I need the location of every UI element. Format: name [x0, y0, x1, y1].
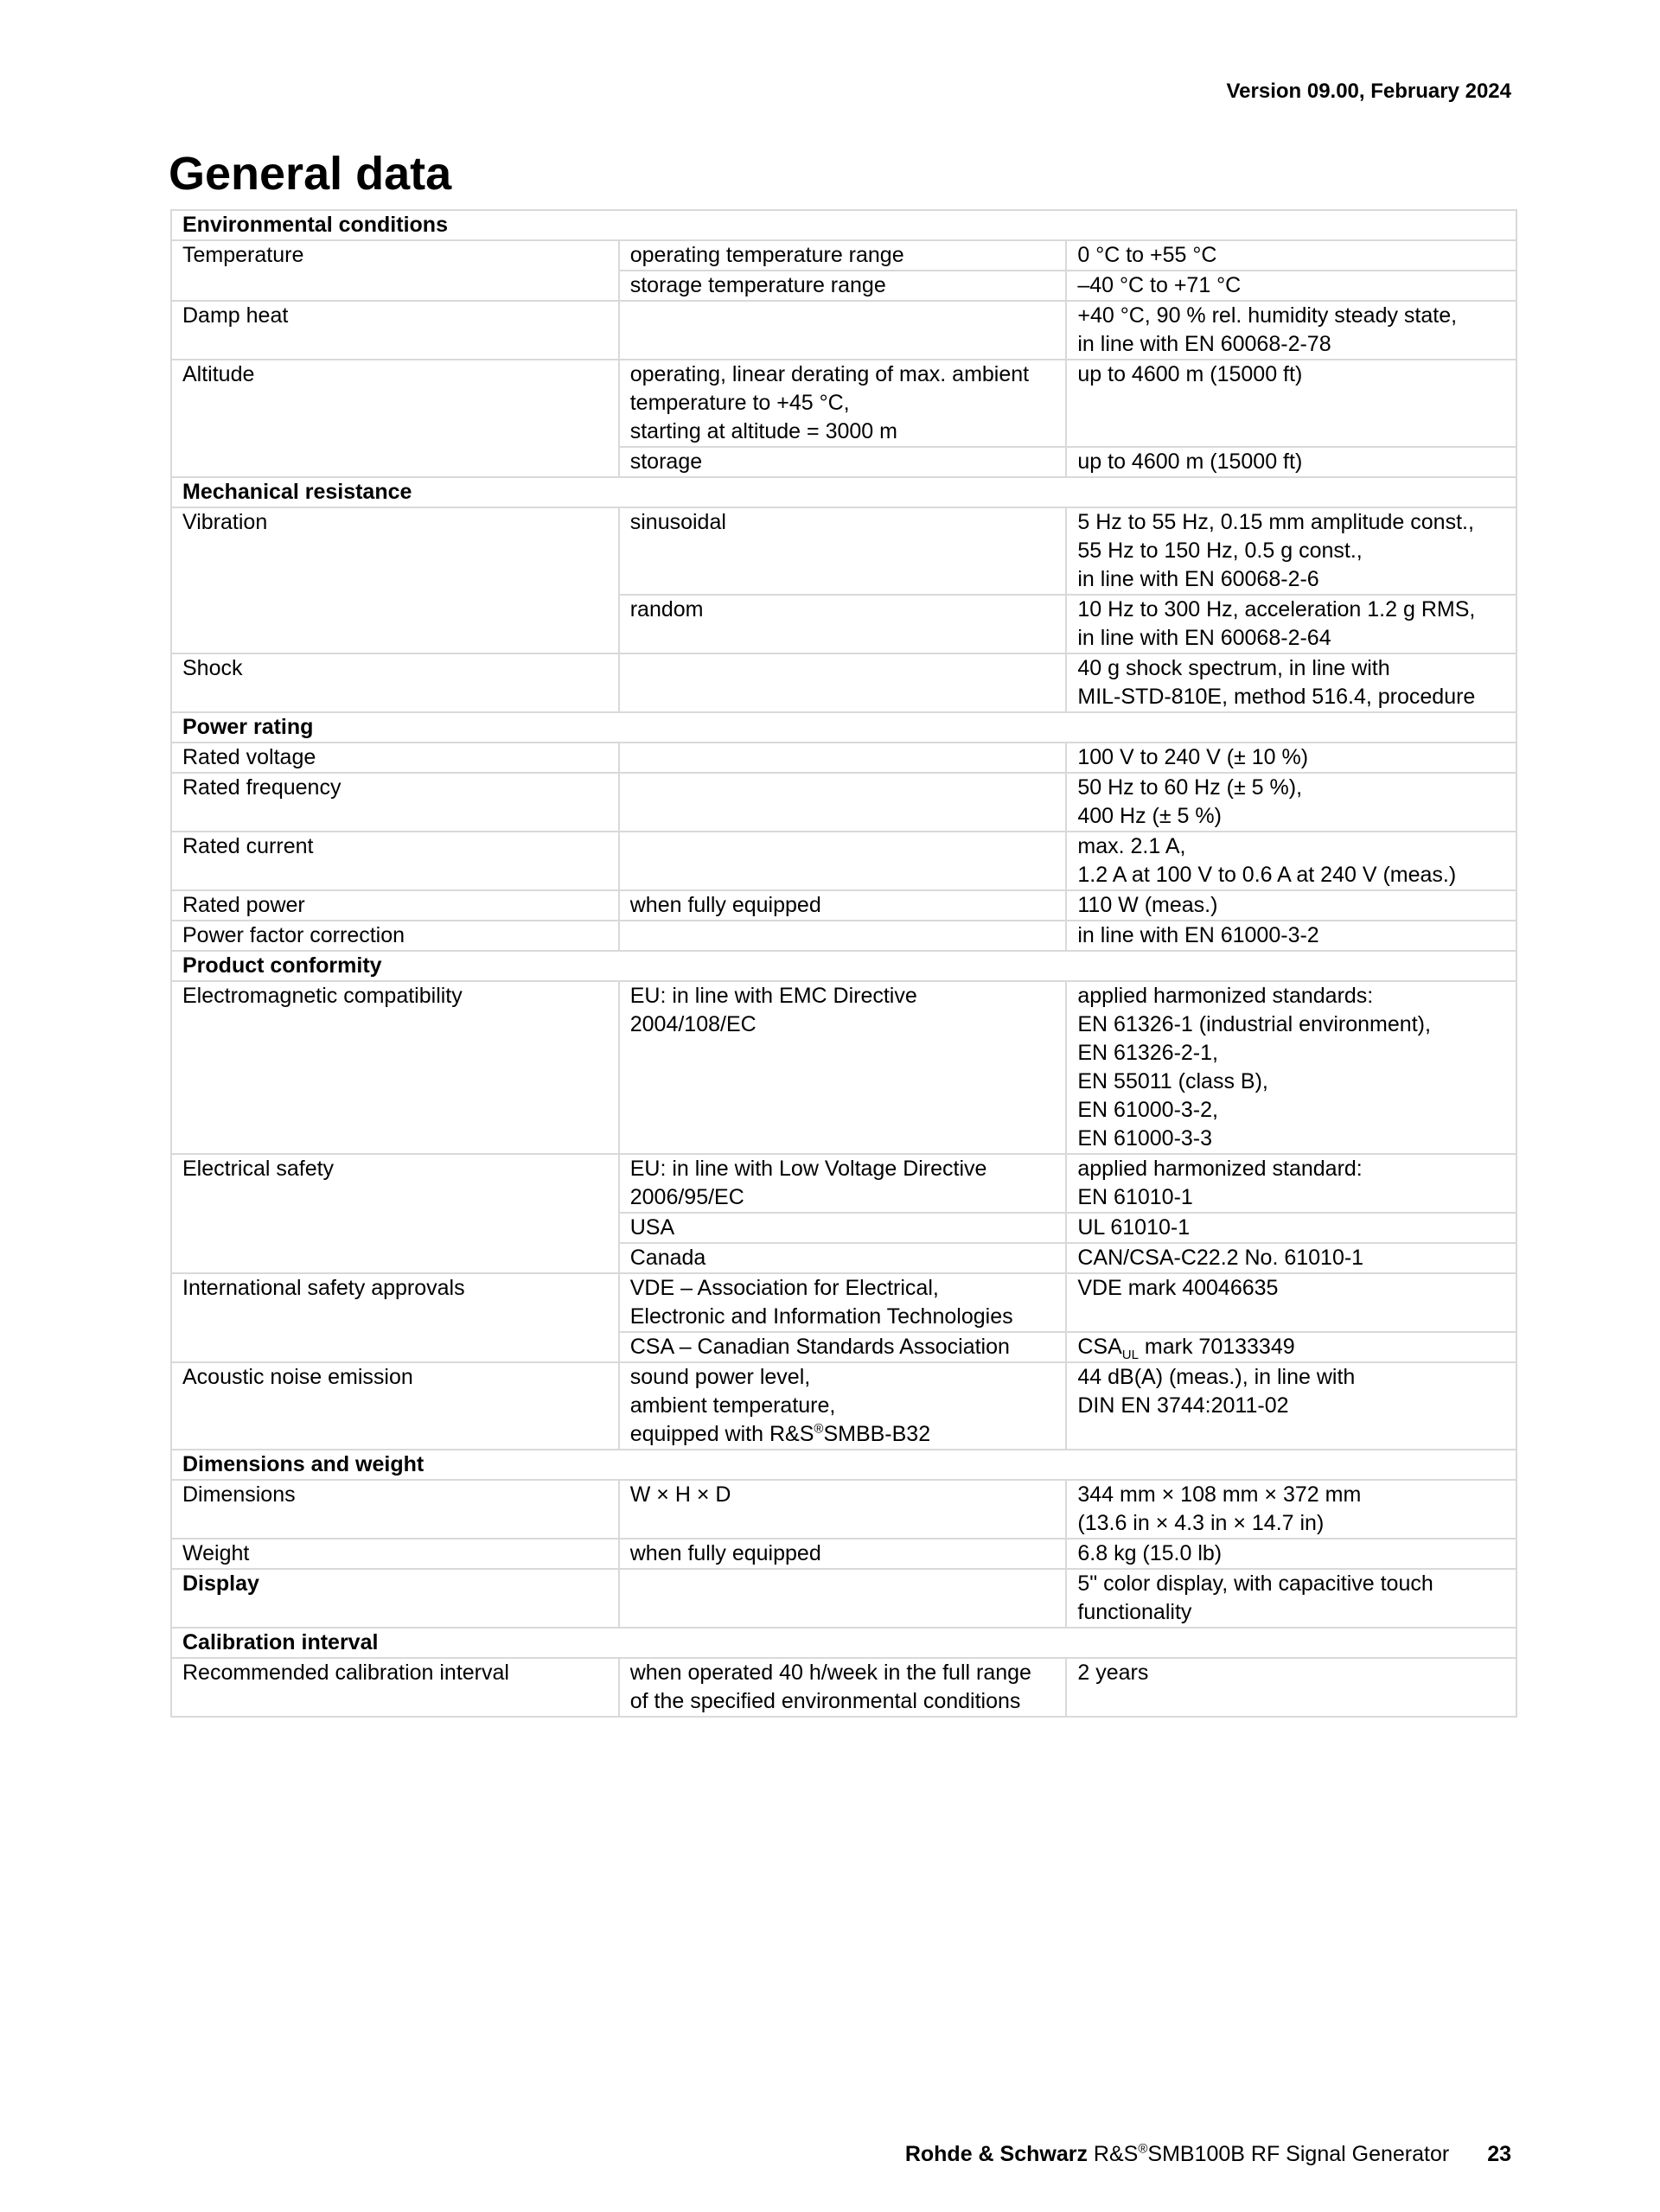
row-condition: storage temperature range	[619, 271, 1067, 301]
value-line: 5 Hz to 55 Hz, 0.15 mm amplitude const.,	[1077, 510, 1474, 534]
row-value	[1066, 773, 1516, 832]
option-prefix: equipped with R&S	[629, 1422, 814, 1446]
value-line: EN 61000-3-3	[1077, 1126, 1213, 1151]
row-label: Damp heat	[171, 301, 619, 360]
section-header	[171, 712, 1516, 743]
row-value: 0 °C to +55 °C	[1066, 240, 1516, 271]
condition-line: EU: in line with EMC Directive	[629, 984, 917, 1008]
page-number: 23	[1487, 2142, 1511, 2166]
table-row	[171, 1154, 1516, 1213]
row-condition	[619, 773, 1067, 832]
ul-subscript: UL	[1121, 1348, 1139, 1362]
row-label: Power factor correction	[171, 921, 619, 951]
row-label: Weight	[171, 1539, 619, 1569]
section-title-power: Power rating	[171, 712, 1516, 743]
section-title-environmental: Environmental conditions	[171, 210, 1516, 240]
value-line: DIN EN 3744:2011-02	[1077, 1393, 1289, 1418]
value-line: MIL-STD-810E, method 516.4, procedure	[1077, 685, 1476, 709]
table-row	[171, 1273, 1516, 1332]
row-label: Vibration	[171, 507, 619, 653]
row-label: Electromagnetic compatibility	[171, 981, 619, 1154]
row-value	[1066, 595, 1516, 653]
table-row	[171, 1362, 1516, 1450]
row-value: in line with EN 61000-3-2	[1066, 921, 1516, 951]
specifications-table	[170, 209, 1517, 1718]
row-value: up to 4600 m (15000 ft)	[1066, 447, 1516, 477]
footer-prefix: R&S	[1087, 2142, 1139, 2166]
table-row	[171, 1658, 1516, 1717]
table-row	[171, 301, 1516, 360]
condition-line: EU: in line with Low Voltage Directive	[629, 1157, 987, 1181]
section-header	[171, 1450, 1516, 1480]
option-name: SMBB-B32	[823, 1422, 931, 1446]
value-line: 1.2 A at 100 V to 0.6 A at 240 V (meas.)	[1077, 863, 1457, 887]
value-line: +40 °C, 90 % rel. humidity steady state,	[1077, 303, 1458, 328]
condition-line: operating, linear derating of max. ambient	[629, 362, 1030, 386]
row-label: Rated voltage	[171, 743, 619, 773]
row-label: Electrical safety	[171, 1154, 619, 1273]
row-condition	[619, 653, 1067, 712]
value-line: applied harmonized standard:	[1077, 1157, 1363, 1181]
condition-line: when operated 40 h/week in the full range	[629, 1661, 1031, 1685]
row-condition	[619, 743, 1067, 773]
version-header: Version 09.00, February 2024	[1226, 80, 1511, 103]
section-title-mechanical: Mechanical resistance	[171, 477, 1516, 507]
section-header	[171, 951, 1516, 981]
condition-line: ambient temperature,	[629, 1393, 836, 1418]
condition-line	[630, 1420, 1056, 1449]
row-value	[1066, 981, 1516, 1154]
value-line: functionality	[1077, 1600, 1192, 1624]
row-condition: when fully equipped	[619, 890, 1067, 921]
row-condition	[619, 1154, 1067, 1213]
row-condition	[619, 1658, 1067, 1717]
value-line: 44 dB(A) (meas.), in line with	[1077, 1365, 1356, 1389]
row-value	[1066, 1362, 1516, 1450]
row-condition	[619, 360, 1067, 447]
row-label: International safety approvals	[171, 1273, 619, 1362]
table-row	[171, 743, 1516, 773]
section-title-conformity: Product conformity	[171, 951, 1516, 981]
table-row	[171, 360, 1516, 447]
row-condition: USA	[619, 1213, 1067, 1243]
table-row	[171, 890, 1516, 921]
row-condition: random	[619, 595, 1067, 653]
table-row	[171, 1569, 1516, 1628]
table-row	[171, 240, 1516, 271]
value-line: 400 Hz (± 5 %)	[1077, 804, 1222, 828]
table-row	[171, 921, 1516, 951]
condition-line: temperature to +45 °C,	[629, 391, 850, 415]
row-condition	[619, 832, 1067, 890]
value-line: 50 Hz to 60 Hz (± 5 %),	[1077, 775, 1303, 800]
table-row	[171, 1539, 1516, 1569]
value-line: 55 Hz to 150 Hz, 0.5 g const.,	[1077, 539, 1363, 563]
row-value: 6.8 kg (15.0 lb)	[1066, 1539, 1516, 1569]
row-condition: Canada	[619, 1243, 1067, 1273]
row-value: 100 V to 240 V (± 10 %)	[1066, 743, 1516, 773]
value-line: 10 Hz to 300 Hz, acceleration 1.2 g RMS,	[1077, 597, 1476, 622]
row-label: Rated power	[171, 890, 619, 921]
row-condition: when fully equipped	[619, 1539, 1067, 1569]
value-line: EN 61000-3-2,	[1077, 1098, 1218, 1122]
row-label: Acoustic noise emission	[171, 1362, 619, 1450]
row-value	[1066, 1332, 1516, 1362]
row-value: up to 4600 m (15000 ft)	[1066, 360, 1516, 447]
table-row	[171, 1480, 1516, 1539]
condition-line: sound power level,	[629, 1365, 811, 1389]
value-line: in line with EN 60068-2-64	[1077, 626, 1331, 650]
row-value	[1066, 1480, 1516, 1539]
condition-line: VDE – Association for Electrical,	[629, 1276, 939, 1300]
row-condition	[619, 1569, 1067, 1628]
section-header	[171, 1628, 1516, 1658]
value-line: (13.6 in × 4.3 in × 14.7 in)	[1077, 1511, 1325, 1535]
row-condition	[619, 1273, 1067, 1332]
row-value	[1066, 1569, 1516, 1628]
section-header	[171, 477, 1516, 507]
row-label: Recommended calibration interval	[171, 1658, 619, 1717]
registered-mark: ®	[814, 1421, 824, 1437]
condition-line: 2004/108/EC	[629, 1012, 757, 1036]
condition-line: of the specified environmental conditions	[629, 1689, 1021, 1713]
value-line: in line with EN 60068-2-6	[1077, 567, 1319, 591]
csa-mark: CSA	[1077, 1335, 1122, 1359]
footer-product: SMB100B RF Signal Generator	[1147, 2142, 1450, 2166]
page-footer	[905, 2142, 1511, 2167]
row-condition: operating temperature range	[619, 240, 1067, 271]
row-value: –40 °C to +71 °C	[1066, 271, 1516, 301]
section-title-calibration: Calibration interval	[171, 1628, 1516, 1658]
value-line: 40 g shock spectrum, in line with	[1077, 656, 1390, 680]
value-line: 344 mm × 108 mm × 372 mm	[1077, 1482, 1362, 1507]
row-condition: CSA – Canadian Standards Association	[619, 1332, 1067, 1362]
row-value	[1066, 1154, 1516, 1213]
table-row	[171, 507, 1516, 595]
table-row	[171, 981, 1516, 1154]
value-line: applied harmonized standards:	[1077, 984, 1374, 1008]
table-row	[171, 832, 1516, 890]
row-label: Temperature	[171, 240, 619, 301]
row-value: VDE mark 40046635	[1066, 1273, 1516, 1332]
page-title: General data	[169, 148, 452, 200]
footer-registered-mark: ®	[1138, 2141, 1148, 2157]
row-condition	[619, 301, 1067, 360]
section-header	[171, 210, 1516, 240]
csa-mark-number: mark 70133349	[1138, 1335, 1295, 1359]
footer-brand: Rohde & Schwarz	[904, 2142, 1088, 2166]
row-label-display: Display	[171, 1569, 619, 1628]
row-value	[1066, 507, 1516, 595]
row-condition	[619, 1362, 1067, 1450]
condition-line: Electronic and Information Technologies	[629, 1304, 1013, 1329]
row-condition: W × H × D	[619, 1480, 1067, 1539]
row-value: 2 years	[1066, 1658, 1516, 1717]
value-line: max. 2.1 A,	[1077, 834, 1186, 858]
row-condition: sinusoidal	[619, 507, 1067, 595]
value-line: EN 61010-1	[1077, 1185, 1193, 1209]
value-line: 5" color display, with capacitive touch	[1077, 1571, 1433, 1596]
row-label: Shock	[171, 653, 619, 712]
row-value	[1066, 653, 1516, 712]
row-condition	[619, 981, 1067, 1154]
row-value: UL 61010-1	[1066, 1213, 1516, 1243]
value-line: EN 61326-2-1,	[1077, 1041, 1218, 1065]
row-label: Rated frequency	[171, 773, 619, 832]
row-condition: storage	[619, 447, 1067, 477]
value-line: EN 55011 (class B),	[1077, 1069, 1268, 1093]
row-value: 110 W (meas.)	[1066, 890, 1516, 921]
row-label: Altitude	[171, 360, 619, 477]
condition-line: 2006/95/EC	[629, 1185, 744, 1209]
row-value: CAN/CSA-C22.2 No. 61010-1	[1066, 1243, 1516, 1273]
row-value	[1066, 301, 1516, 360]
condition-line: starting at altitude = 3000 m	[629, 419, 897, 443]
value-line: EN 61326-1 (industrial environment),	[1077, 1012, 1431, 1036]
section-title-dimensions: Dimensions and weight	[171, 1450, 1516, 1480]
row-condition	[619, 921, 1067, 951]
table-row	[171, 773, 1516, 832]
row-label: Rated current	[171, 832, 619, 890]
row-value	[1066, 832, 1516, 890]
value-line: in line with EN 60068-2-78	[1077, 332, 1331, 356]
row-label: Dimensions	[171, 1480, 619, 1539]
table-row	[171, 653, 1516, 712]
